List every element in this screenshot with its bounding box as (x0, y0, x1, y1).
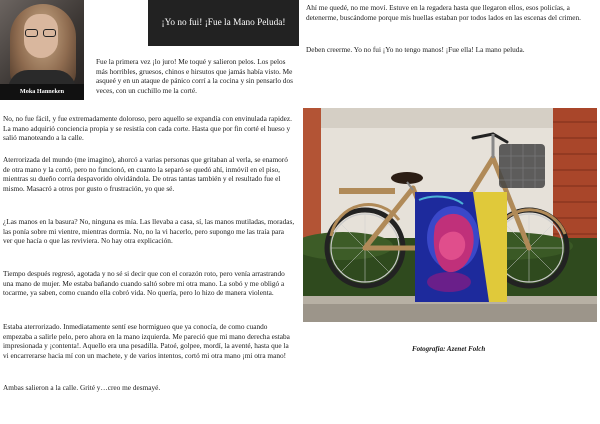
paragraph-5: Tiempo después regresó, agotada y no sé si decir que con el corazón roto, pero venía arrastrando una mano de mujer. Me estaba bañando cuando saltó sobre mi otra mano. La sobó y me obligó a tocarme, ya saben, como cuando ella cobró vida. No quería, pero lo hizo de manera violenta. (3, 269, 285, 298)
paragraph-1: Fue la primera vez ¡lo juro! Me toqué y salieron pelos. Los pelos más horribles, gruesos, chinos e hirsutos que jamás había visto. Me asqueé y en un ataque de pánico corrí a la cocina y sin pensarlo dos veces, con un cuchillo me la corté. (96, 57, 293, 95)
paragraph-9: Deben creerme. Yo no fui ¡Yo no tengo manos! ¡Fue ella! La mano peluda. (306, 45, 525, 54)
paragraph-8: Ahí me quedé, no me moví. Estuve en la regadera hasta que llegaron ellos, esos policías, a detenerme, buscándome porque mis huellas estaban por todos lados en las escenas del crimen. (306, 3, 581, 22)
photo-caption: Fotografía: Azenet Folch (412, 345, 486, 353)
bicycle-photo (303, 108, 597, 322)
author-name: Moka Hanneken (0, 84, 84, 100)
paragraph-4: ¿Las manos en la basura? No, ninguna es mía. Las llevaba a casa, sí, las manos mutiladas, moradas, las ponía sobre mi vientre, mientras dormía. No, no la vi hacerlo, pero supongo me las traía para ver que hacía o que las reviviera. No hay otra explicación. (3, 217, 295, 246)
paragraph-2: No, no fue fácil, y fue extremadamente doloroso, pero aquello se expandía con envinulada rapidez. La mano adquirió conciencia propia y se resistía con cada corte. Hasta que por fin corté el hueso y salió manoteando a la calle. (3, 114, 292, 143)
paragraph-3: Aterrorizada del mundo (me imagino), ahorcó a varias personas que gritaban al verla, se enamoró de otra mano y la cortó, pero no funcionó, en cuanto la separó se quedó ahí, inmóvil en el piso, mientras su dueño corría despavorido olvidándola. De otras tantas también y el resultado fue el mismo. Masacró a otros por gusto o frustración, yo que sé. (3, 155, 288, 193)
paragraph-7: Ambas salieron a la calle. Grité y…creo me desmayé. (3, 383, 161, 392)
article-title: ¡Yo no fui! ¡Fue la Mano Peluda! (148, 0, 299, 46)
paragraph-6: Estaba aterrorizado. Inmediatamente sentí ese hormigueo que ya conocía, de como cuando empezaba a salirle pelo, pero ahora en la mano izquierda. Me pareció que mi mano derecha estaba impresionada y ¡contenta!. Aquello era una pesadilla. Patoé, golpee, mordí, la aventé, hasta que la vi encarrerarse hacia mí con un machete, y de varios intentos, cortó mi otra mano ¡mi otra mano! (3, 322, 290, 360)
